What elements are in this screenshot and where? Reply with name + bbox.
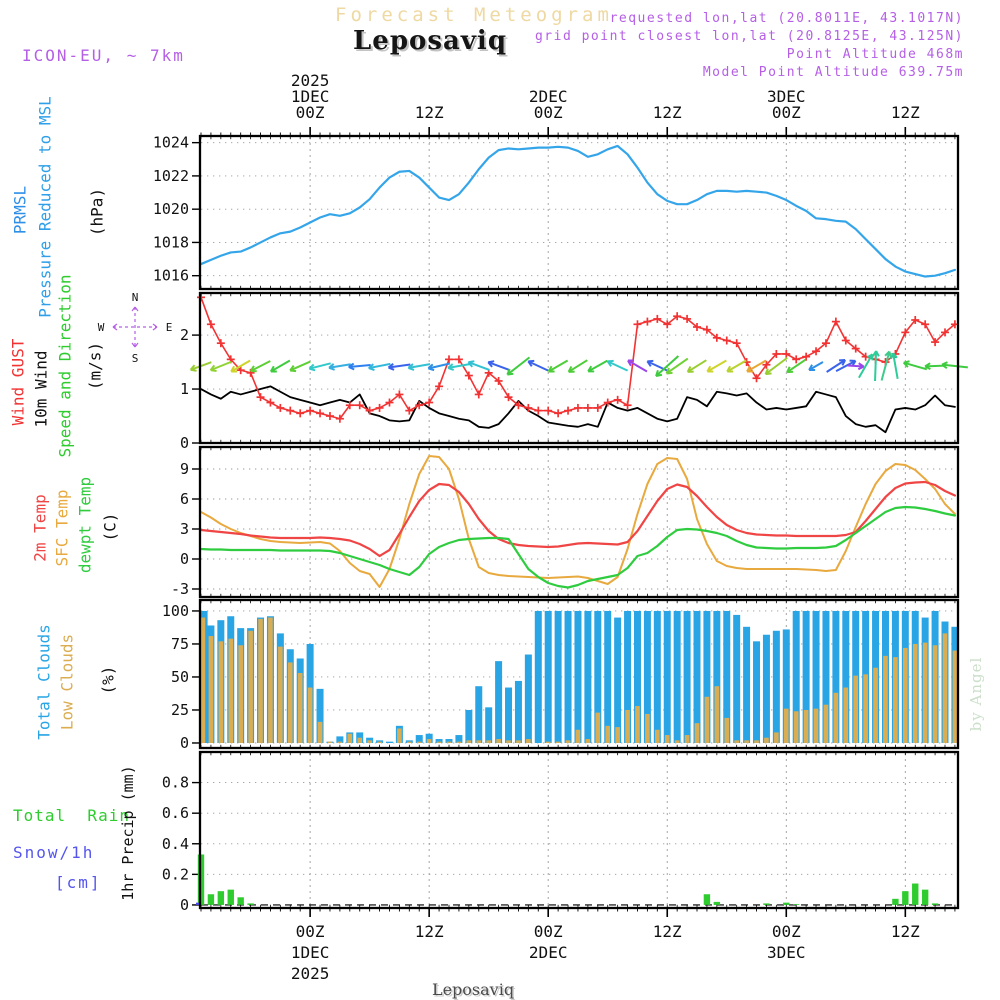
top-hour-label: 12Z — [890, 103, 920, 122]
total-clouds-bar — [773, 631, 780, 743]
low-clouds-label: Low Clouds — [57, 633, 77, 731]
temp-sfc-label: SFC Temp — [52, 489, 72, 567]
footer-station-label: Leposaviq — [431, 980, 515, 999]
low-clouds-bar — [209, 636, 214, 743]
low-clouds-bar — [486, 740, 491, 743]
wind-vector — [707, 361, 726, 372]
rain-bar — [247, 903, 253, 905]
low-clouds-bar — [605, 726, 610, 743]
top-year-label: 2025 — [290, 71, 330, 90]
total-clouds-bar — [574, 611, 581, 743]
low-clouds-bar — [853, 676, 858, 743]
bottom-hour-label: 00Z — [295, 922, 325, 941]
top-hour-label: 00Z — [771, 103, 801, 122]
bottom-date-label: 1DEC — [290, 943, 330, 962]
prmsl-label: PRMSL — [10, 185, 30, 235]
total-clouds-bar — [584, 611, 591, 743]
y-tick-label: 1024 — [152, 133, 189, 152]
celsius-unit-label: (C) — [100, 512, 120, 542]
cm-unit-label: [cm] — [55, 873, 102, 892]
rain-bar — [932, 903, 938, 905]
rain-bar — [892, 899, 898, 905]
total-clouds-bar — [475, 686, 482, 743]
y-tick-label: 75 — [170, 634, 189, 653]
y-tick-label: 3 — [179, 520, 189, 538]
low-clouds-bar — [516, 740, 521, 743]
low-clouds-bar — [219, 641, 224, 743]
bottom-date-label: 2DEC — [528, 943, 568, 962]
low-clouds-bar — [675, 740, 680, 743]
low-clouds-bar — [844, 688, 849, 743]
bottom-hour-label: 00Z — [533, 922, 563, 941]
total-clouds-bar — [684, 611, 691, 743]
low-clouds-bar — [427, 739, 432, 743]
bottom-year-label: 2025 — [290, 964, 330, 983]
model-point-altitude: Model Point Altitude 639.75m — [702, 65, 964, 80]
pressure-panel-frame — [200, 136, 958, 289]
wind-vector-head — [448, 368, 454, 370]
precip-axis-label: 1hr Precip (mm) — [119, 765, 137, 901]
top-hour-label: 00Z — [295, 103, 325, 122]
author-watermark: by Angel — [967, 656, 985, 732]
low-clouds-bar — [695, 723, 700, 743]
low-clouds-bar — [635, 706, 640, 743]
y-tick-label: 1 — [179, 380, 189, 399]
low-clouds-bar — [784, 709, 789, 743]
plot-type-title: Forecast Meteogram — [335, 4, 613, 26]
low-clouds-bar — [913, 644, 918, 743]
wind-vector — [549, 361, 568, 372]
y-tick-label: 0 — [179, 434, 189, 452]
precip-panel-frame — [200, 752, 958, 908]
compass-s: S — [131, 352, 139, 365]
low-clouds-bar — [794, 711, 799, 743]
wind-vector — [875, 351, 876, 381]
low-clouds-bar — [754, 740, 759, 743]
wind-line — [201, 297, 955, 418]
total-clouds-bar — [525, 655, 532, 743]
rain-bar — [714, 902, 720, 905]
total-clouds-bar — [535, 611, 542, 743]
low-clouds-bar — [437, 742, 442, 743]
total-clouds-bar — [753, 641, 760, 743]
low-clouds-bar — [923, 643, 928, 743]
wind-vector — [588, 361, 607, 372]
compass-e: E — [165, 321, 173, 334]
y-tick-label: 1020 — [152, 200, 189, 219]
low-clouds-bar — [457, 742, 462, 743]
low-clouds-bar — [883, 656, 888, 743]
low-clouds-bar — [407, 742, 412, 743]
low-clouds-bar — [933, 645, 938, 743]
total-clouds-bar — [763, 635, 770, 743]
low-clouds-bar — [417, 742, 422, 743]
low-clouds-bar — [586, 739, 591, 743]
total-clouds-bar — [604, 611, 611, 743]
low-clouds-bar — [715, 686, 720, 743]
wind-vector — [766, 358, 788, 374]
low-clouds-bar — [476, 740, 481, 743]
low-clouds-bar — [546, 742, 551, 743]
wind-vector-head — [667, 373, 673, 374]
bottom-hour-label: 12Z — [890, 922, 920, 941]
pressure-msl-label: Pressure Reduced to MSL — [35, 96, 55, 318]
low-clouds-bar — [357, 738, 362, 743]
low-clouds-bar — [348, 734, 353, 743]
y-tick-label: 0 — [179, 895, 189, 914]
wind-vector — [271, 361, 290, 372]
rain-bar — [208, 894, 214, 905]
rain-bar — [783, 903, 789, 905]
wind-vector-head — [309, 369, 315, 371]
snow-label: Snow/1h — [13, 843, 95, 862]
low-clouds-bar — [318, 722, 323, 743]
low-clouds-bar — [576, 730, 581, 743]
total-clouds-bar — [694, 611, 701, 743]
y-tick-label: 6 — [179, 490, 189, 508]
y-tick-label: 2 — [179, 326, 189, 345]
wind-vector — [628, 361, 647, 372]
rain-bar — [902, 891, 908, 905]
requested-coords: requested lon,lat (20.8011E, 43.1017N) — [609, 11, 964, 26]
low-clouds-bar — [447, 742, 452, 743]
low-clouds-bar — [774, 732, 779, 743]
wind-vector-head — [891, 353, 893, 359]
low-clouds-bar — [506, 740, 511, 743]
low-clouds-bar — [764, 738, 769, 743]
y-tick-label: -3 — [170, 580, 189, 598]
temp-panel-frame — [200, 447, 958, 597]
wind-vector — [727, 361, 746, 372]
speed-direction-label: Speed and Direction — [55, 274, 75, 458]
bottom-hour-label: 12Z — [414, 922, 444, 941]
total-clouds-bar — [465, 710, 472, 743]
wind-vector-head — [329, 368, 335, 370]
low-clouds-bar — [248, 631, 253, 743]
station-title: Leposaviq — [353, 26, 507, 56]
low-clouds-bar — [308, 688, 313, 743]
y-tick-label: 0 — [179, 733, 189, 752]
wind-vector-head — [369, 368, 375, 370]
y-tick-label: 25 — [170, 700, 189, 719]
total-clouds-bar — [495, 661, 502, 743]
total-clouds-bar — [565, 611, 572, 743]
low-clouds-bar — [893, 657, 898, 743]
total-clouds-bar — [664, 611, 671, 743]
low-clouds-bar — [228, 639, 233, 743]
wind-vector-head — [408, 368, 414, 370]
pressure-line — [201, 146, 955, 277]
low-clouds-bar — [814, 709, 819, 743]
low-clouds-bar — [804, 710, 809, 743]
rain-bar — [704, 894, 710, 905]
y-tick-label: 1016 — [152, 266, 189, 285]
low-clouds-bar — [873, 668, 878, 743]
model-label: ICON-EU, ~ 7km — [22, 46, 185, 65]
grid-point-coords: grid point closest lon,lat (20.8125E, 43.125N) — [534, 29, 964, 44]
top-hour-label: 12Z — [414, 103, 444, 122]
low-clouds-bar — [903, 648, 908, 743]
low-clouds-bar — [665, 735, 670, 743]
rain-bar — [228, 890, 234, 905]
low-clouds-bar — [278, 647, 283, 743]
wind-vector — [688, 360, 707, 372]
y-tick-label: 0.2 — [161, 865, 189, 884]
total-clouds-bar — [485, 707, 492, 743]
wind-vector — [507, 357, 529, 374]
rain-bar — [763, 903, 769, 905]
ms-unit-label: (m/s) — [85, 341, 105, 391]
low-clouds-bar — [655, 730, 660, 743]
low-clouds-bar — [201, 618, 206, 743]
y-tick-label: 100 — [161, 601, 189, 620]
point-altitude: Point Altitude 468m — [786, 47, 964, 62]
y-tick-label: 50 — [170, 667, 189, 686]
rain-bar — [218, 891, 224, 905]
bottom-hour-label: 00Z — [771, 922, 801, 941]
low-clouds-bar — [288, 662, 293, 743]
low-clouds-bar — [834, 693, 839, 743]
wind-vector-head — [656, 375, 662, 376]
total-clouds-bar — [614, 618, 621, 743]
temp-line — [201, 507, 955, 588]
low-clouds-bar — [566, 740, 571, 743]
wind-vector-head — [290, 370, 296, 371]
low-clouds-bar — [596, 713, 601, 743]
wind-vector — [667, 359, 688, 374]
low-clouds-bar — [298, 673, 303, 743]
low-clouds-bar — [615, 727, 620, 743]
total-rain-label: Total Rain — [13, 806, 130, 825]
wind-vector-head — [507, 374, 513, 375]
total-clouds-bar — [743, 627, 750, 743]
low-clouds-bar — [238, 645, 243, 743]
temp-line — [201, 456, 955, 587]
low-clouds-bar — [953, 651, 958, 743]
low-clouds-bar — [705, 697, 710, 743]
low-clouds-bar — [943, 633, 948, 743]
top-date-label: 2DEC — [528, 87, 568, 106]
total-clouds-bar — [386, 742, 393, 743]
low-clouds-bar — [526, 739, 531, 743]
total-clouds-bar — [545, 611, 552, 743]
low-clouds-bar — [377, 742, 382, 743]
low-clouds-bar — [338, 742, 343, 743]
low-clouds-bar — [467, 740, 472, 743]
total-clouds-bar — [733, 615, 740, 743]
total-clouds-bar — [654, 611, 661, 743]
y-tick-label: 0 — [179, 550, 189, 568]
rain-bar — [922, 890, 928, 905]
hpa-unit-label: (hPa) — [87, 187, 107, 237]
y-tick-label: 1022 — [152, 166, 189, 185]
wind-10m-label: 10m Wind — [31, 350, 51, 428]
wind-vector-head — [766, 373, 772, 374]
low-clouds-bar — [625, 710, 630, 743]
top-hour-label: 00Z — [533, 103, 563, 122]
low-clouds-bar — [734, 740, 739, 743]
low-clouds-bar — [328, 742, 333, 743]
rain-bar — [237, 897, 243, 905]
top-date-label: 1DEC — [290, 87, 330, 106]
total-clouds-bar — [674, 611, 681, 743]
low-clouds-bar — [824, 705, 829, 743]
rain-bar — [912, 884, 918, 905]
wind-gust-label: Wind GUST — [8, 338, 28, 426]
low-clouds-bar — [397, 728, 402, 743]
wind-vector — [569, 360, 588, 372]
bottom-hour-label: 12Z — [652, 922, 682, 941]
top-hour-label: 12Z — [652, 103, 682, 122]
compass-w: W — [97, 321, 105, 334]
low-clouds-bar — [556, 742, 561, 743]
top-date-label: 3DEC — [767, 87, 806, 106]
temp-2m-label: 2m Temp — [30, 494, 50, 562]
low-clouds-bar — [645, 714, 650, 743]
wind-vector-head — [191, 370, 197, 371]
low-clouds-bar — [685, 735, 690, 743]
wind-vector-head — [428, 368, 434, 370]
total-clouds-bar — [505, 688, 512, 743]
low-clouds-bar — [367, 740, 372, 743]
low-clouds-bar — [744, 740, 749, 743]
y-tick-label: 0.4 — [161, 834, 189, 853]
total-clouds-bar — [515, 681, 522, 743]
bottom-date-label: 3DEC — [767, 943, 806, 962]
wind-vector-head — [211, 370, 217, 371]
y-tick-label: 0.8 — [161, 773, 189, 792]
total-clouds-bar — [555, 611, 562, 743]
temp-dewpt-label: dewpt Temp — [75, 476, 95, 574]
low-clouds-bar — [258, 619, 263, 743]
low-clouds-bar — [268, 618, 273, 743]
temp-line — [201, 482, 955, 556]
y-tick-label: 0.6 — [161, 804, 189, 823]
low-clouds-bar — [496, 739, 501, 743]
total-clouds-label: Total Clouds — [34, 624, 54, 740]
y-tick-label: 9 — [179, 460, 189, 478]
low-clouds-bar — [724, 718, 729, 743]
y-tick-label: 1018 — [152, 233, 189, 252]
low-clouds-bar — [863, 674, 868, 743]
percent-unit-label: (%) — [98, 665, 118, 695]
compass-n: N — [131, 291, 139, 304]
